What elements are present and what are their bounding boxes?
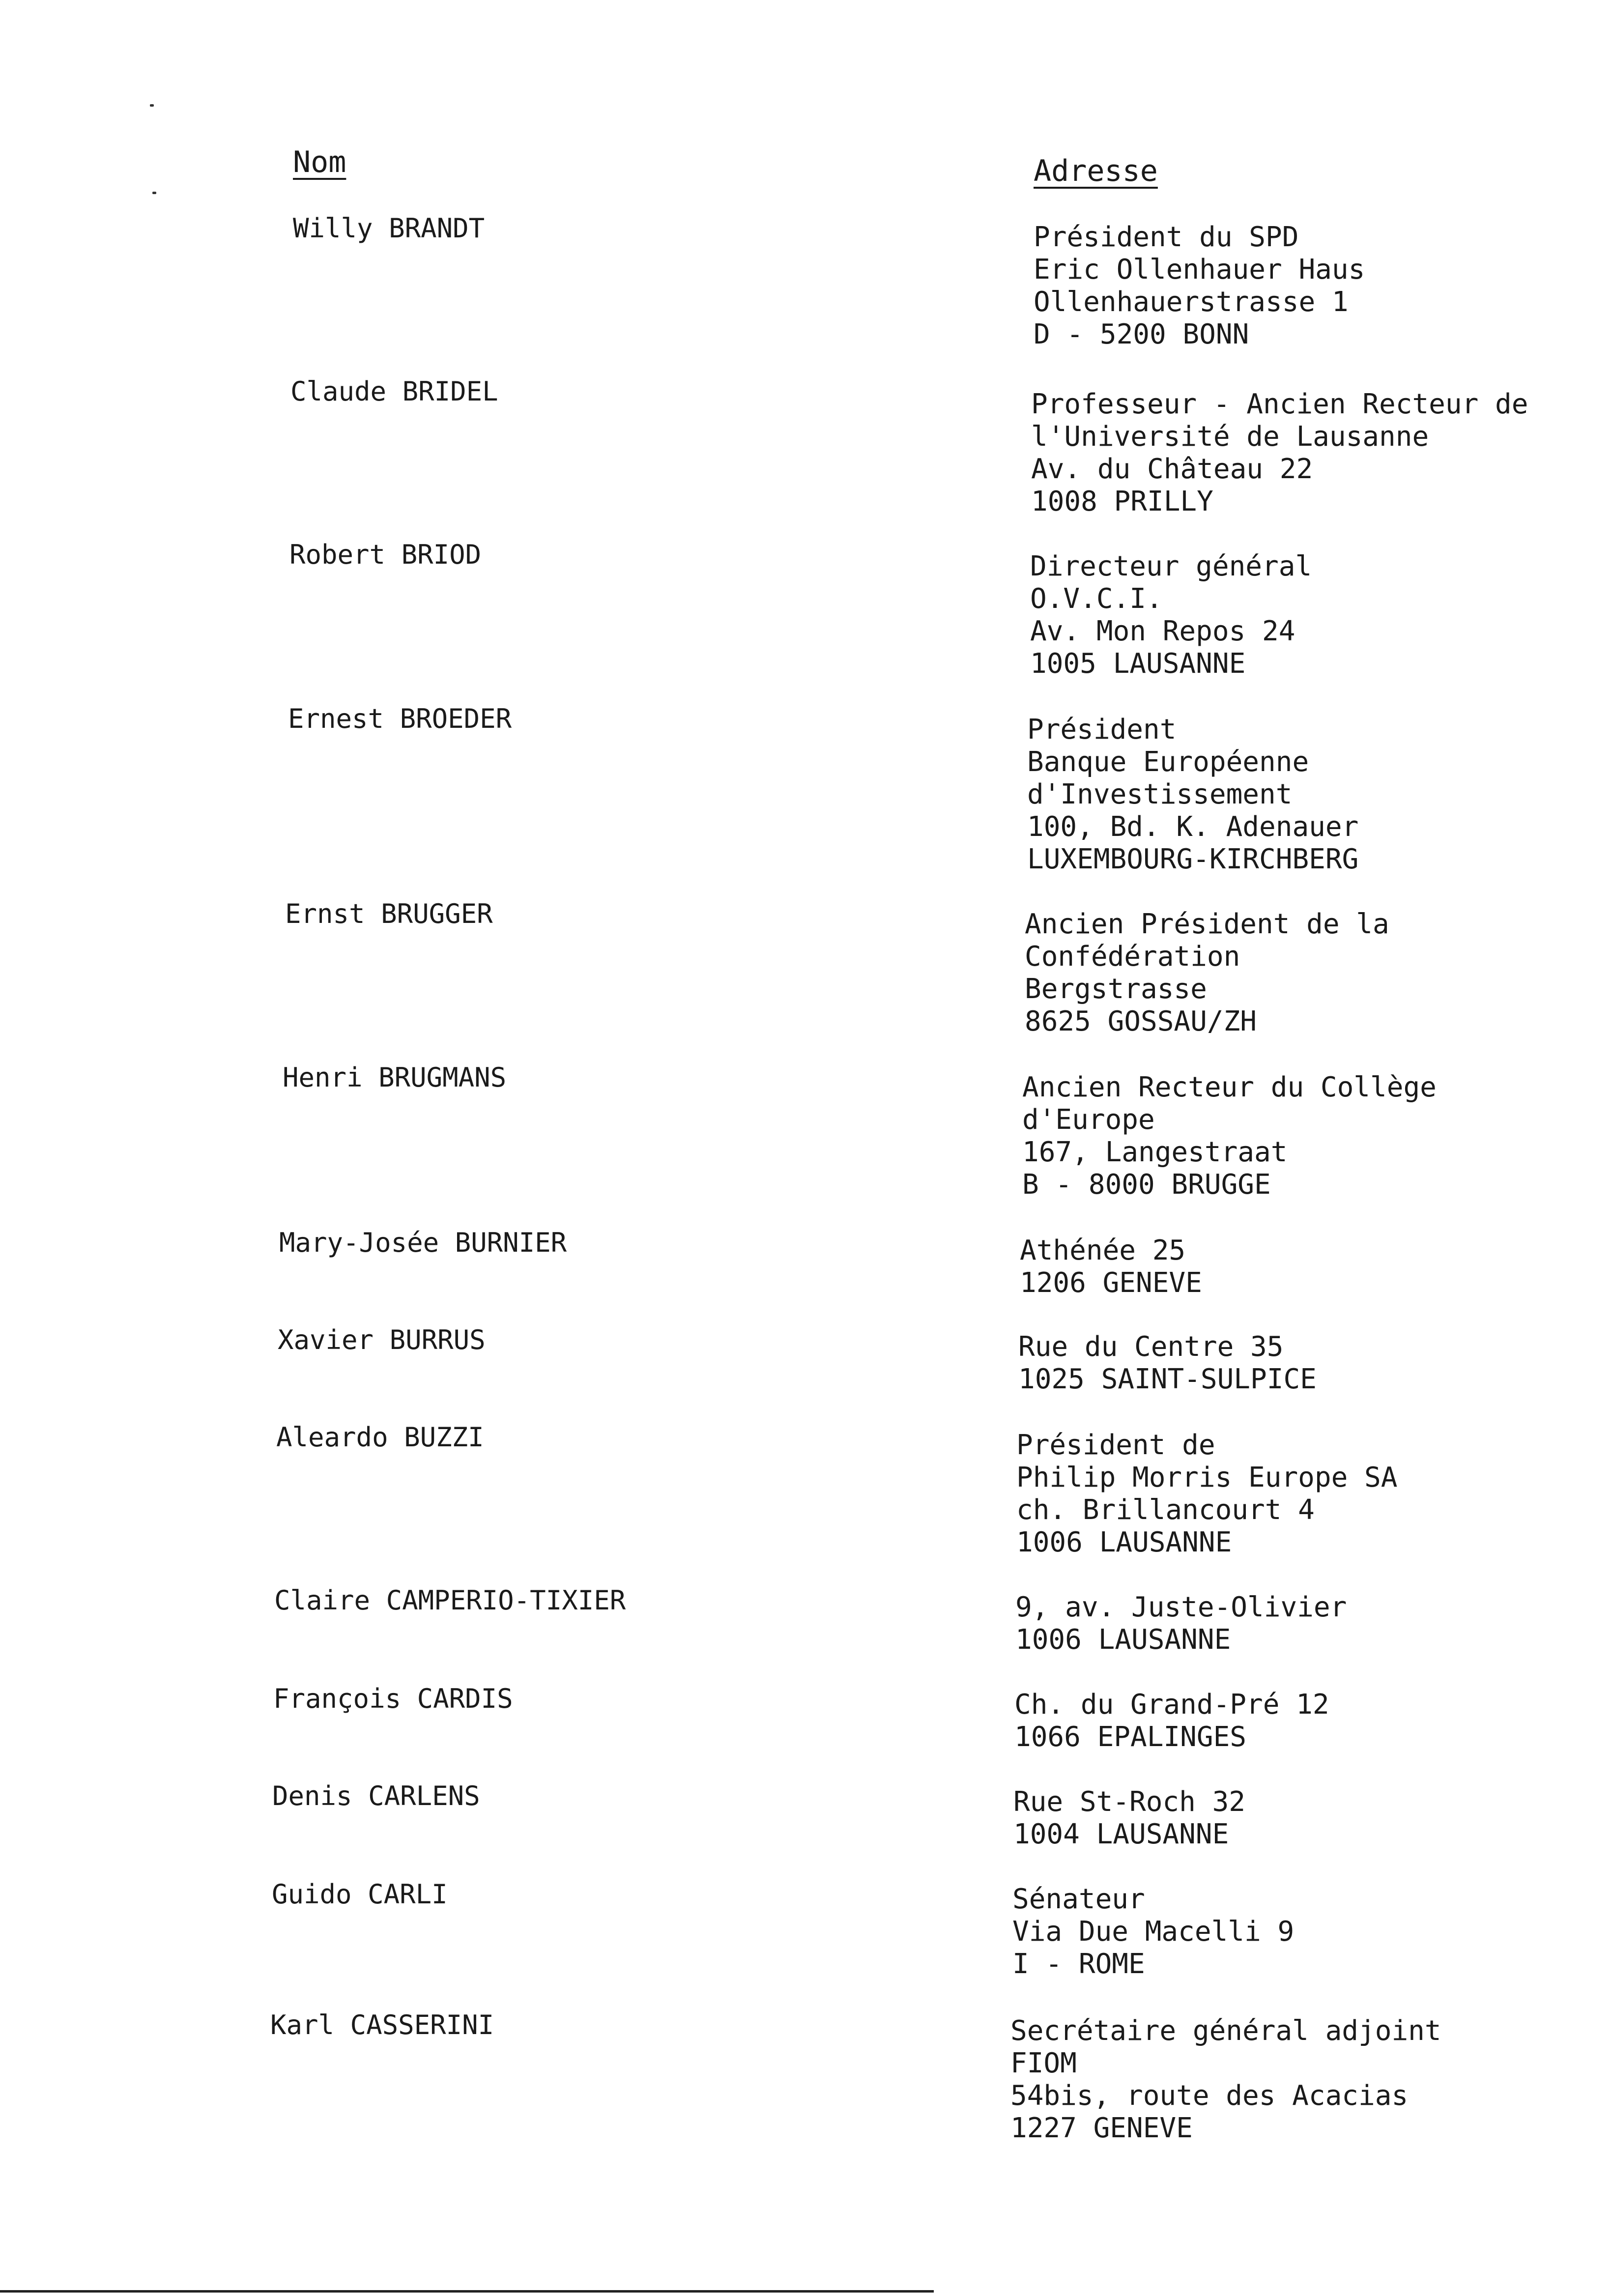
entry-address — [1030, 550, 1312, 680]
address-line: B - 8000 BRUGGE — [1022, 1169, 1271, 1201]
scan-mark-top — [150, 104, 154, 107]
entry-name: François CARDIS — [273, 1683, 513, 1714]
address-line: 167, Langestraat — [1022, 1136, 1288, 1168]
entry-address — [1016, 1429, 1397, 1559]
entry-name: Claude BRIDEL — [290, 376, 498, 407]
address-line: D - 5200 BONN — [1034, 318, 1249, 350]
entry-address — [1027, 714, 1358, 876]
entry-name: Xavier BURRUS — [278, 1324, 486, 1355]
address-line: LUXEMBOURG-KIRCHBERG — [1027, 843, 1359, 875]
address-line: 54bis, route des Acacias — [1010, 2080, 1409, 2112]
entry-address — [1025, 908, 1389, 1038]
address-line: Bergstrasse — [1025, 973, 1207, 1005]
entry-address — [1015, 1591, 1347, 1656]
entry-address — [1022, 1071, 1437, 1201]
address-line: Rue du Centre 35 — [1018, 1331, 1284, 1363]
address-line: Eric Ollenhauer Haus — [1034, 254, 1365, 286]
address-line: 1008 PRILLY — [1031, 486, 1213, 517]
scan-mark-second — [152, 192, 156, 194]
address-line: Philip Morris Europe SA — [1016, 1462, 1398, 1493]
entry-address — [1018, 1331, 1317, 1396]
address-line: 1006 LAUSANNE — [1016, 1526, 1232, 1558]
address-line: 100, Bd. K. Adenauer — [1027, 811, 1359, 843]
address-line: Ollenhauerstrasse 1 — [1034, 286, 1349, 318]
address-line: Banque Européenne — [1027, 746, 1309, 778]
entry-name: Claire CAMPERIO-TIXIER — [274, 1585, 626, 1616]
entry-address — [1031, 388, 1528, 518]
entry-name: Denis CARLENS — [272, 1780, 480, 1811]
entry-name: Guido CARLI — [272, 1879, 448, 1910]
address-line: 1206 GENEVE — [1020, 1267, 1202, 1299]
address-line: Ch. du Grand-Pré 12 — [1014, 1689, 1329, 1721]
address-line: Av. Mon Repos 24 — [1030, 615, 1295, 647]
address-line: Professeur - Ancien Recteur de — [1031, 388, 1528, 420]
address-line: 1005 LAUSANNE — [1030, 648, 1246, 680]
address-line: Athénée 25 — [1020, 1234, 1186, 1266]
entry-name: Robert BRIOD — [289, 539, 482, 570]
entry-name: Ernst BRUGGER — [285, 898, 493, 929]
address-line: Président — [1027, 714, 1177, 746]
address-line: FIOM — [1010, 2047, 1077, 2079]
address-line: 1227 GENEVE — [1010, 2112, 1193, 2144]
address-line: Ancien Président de la — [1025, 908, 1389, 940]
address-line: d'Europe — [1022, 1104, 1155, 1136]
address-line: Ancien Recteur du Collège — [1022, 1071, 1437, 1103]
entry-name: Ernest BROEDER — [288, 703, 512, 734]
entry-address — [1012, 1883, 1294, 1980]
address-line: Av. du Château 22 — [1031, 453, 1313, 485]
address-line: 1004 LAUSANNE — [1013, 1818, 1229, 1850]
entry-address — [1013, 1786, 1245, 1851]
entry-address — [1034, 221, 1365, 351]
address-column-header: Adresse — [1034, 154, 1158, 188]
address-line: Président de — [1016, 1429, 1215, 1461]
address-line: 1006 LAUSANNE — [1015, 1624, 1231, 1656]
address-line: 8625 GOSSAU/ZH — [1025, 1005, 1257, 1037]
address-line: Via Due Macelli 9 — [1012, 1916, 1295, 1948]
entry-name: Mary-Josée BURNIER — [279, 1227, 567, 1258]
bottom-rule — [0, 2290, 934, 2293]
name-column-header: Nom — [293, 145, 346, 179]
address-line: Sénateur — [1012, 1883, 1145, 1915]
entry-address — [1014, 1689, 1329, 1753]
address-line: Secrétaire général adjoint — [1010, 2015, 1441, 2047]
address-line: l'Université de Lausanne — [1031, 421, 1429, 453]
entry-name: Henri BRUGMANS — [283, 1062, 507, 1093]
address-line: Confédération — [1025, 941, 1240, 973]
address-line: Directeur général — [1030, 550, 1312, 582]
entry-name: Aleardo BUZZI — [276, 1422, 484, 1453]
address-line: d'Investissement — [1027, 778, 1293, 810]
entry-address — [1010, 2015, 1441, 2145]
address-line: Rue St-Roch 32 — [1013, 1786, 1246, 1818]
entry-name: Willy BRANDT — [293, 213, 485, 244]
address-line: 1025 SAINT-SULPICE — [1018, 1363, 1317, 1395]
entry-name: Karl CASSERINI — [270, 2009, 494, 2040]
address-line: Président du SPD — [1034, 221, 1299, 253]
address-line: O.V.C.I. — [1030, 583, 1163, 615]
address-line: I - ROME — [1012, 1948, 1145, 1980]
address-line: 1066 EPALINGES — [1014, 1721, 1247, 1753]
address-line: ch. Brillancourt 4 — [1016, 1494, 1315, 1526]
address-line: 9, av. Juste-Olivier — [1015, 1591, 1347, 1623]
entry-address — [1020, 1234, 1202, 1299]
